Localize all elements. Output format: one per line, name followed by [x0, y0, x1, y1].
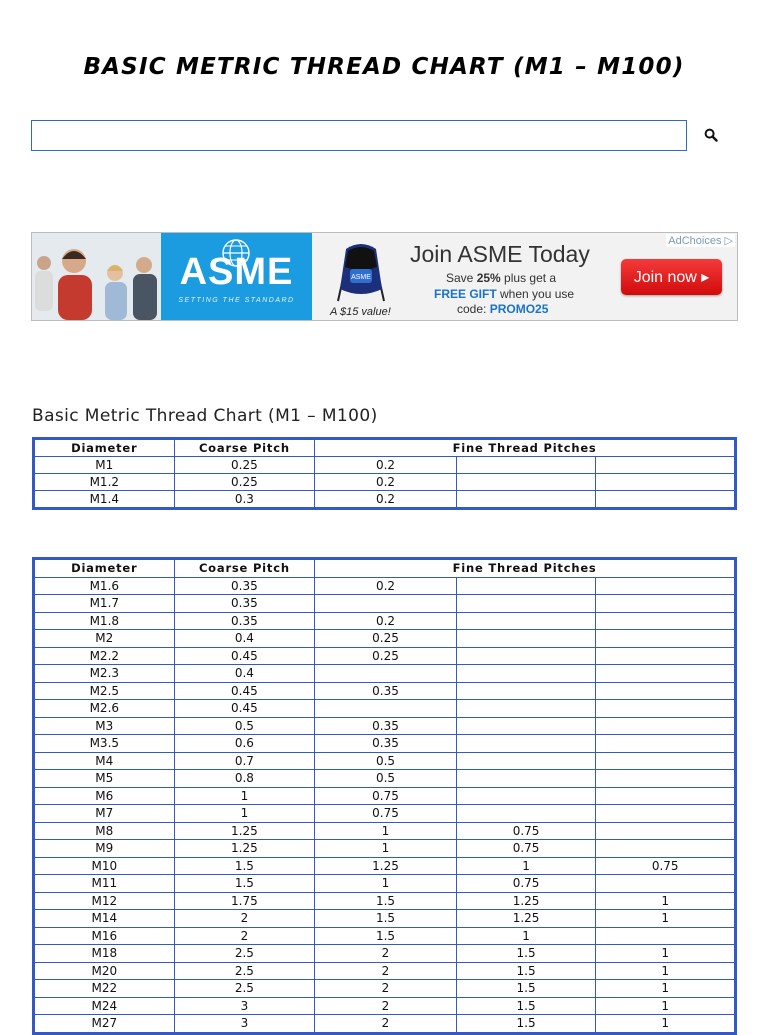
ad-offer-line-2: [434, 287, 574, 301]
cell-fine-pitch-1: 0.35: [315, 682, 457, 700]
ad-banner[interactable]: [31, 232, 738, 321]
cell-diameter: M1: [34, 457, 175, 474]
cell-coarse-pitch: 0.45: [174, 647, 315, 665]
cell-diameter: M1.6: [34, 577, 175, 595]
cell-fine-pitch-3: 1: [596, 1015, 736, 1034]
cell-coarse-pitch: 2: [174, 927, 315, 945]
cell-diameter: M1.2: [34, 474, 175, 491]
cell-fine-pitch-1: 2: [315, 962, 457, 980]
cell-coarse-pitch: 2.5: [174, 962, 315, 980]
cell-fine-pitch-1: [315, 595, 457, 613]
table-row: [34, 474, 736, 491]
cell-coarse-pitch: 1.25: [174, 840, 315, 858]
cell-fine-pitch-2: [456, 595, 596, 613]
cell-diameter: M14: [34, 910, 175, 928]
cell-fine-pitch-2: 0.75: [456, 822, 596, 840]
cell-fine-pitch-2: 1.25: [456, 910, 596, 928]
cell-fine-pitch-1: 0.2: [315, 457, 457, 474]
cell-fine-pitch-3: [596, 474, 736, 491]
table-body: [34, 577, 736, 1033]
ad-brand: ASME: [179, 251, 294, 293]
asme-logo: [161, 233, 312, 320]
adchoices-link[interactable]: AdChoices ▷: [668, 235, 733, 247]
cell-fine-pitch-1: 0.25: [315, 647, 457, 665]
cell-fine-pitch-3: [596, 457, 736, 474]
cell-diameter: M9: [34, 840, 175, 858]
cell-diameter: M11: [34, 875, 175, 893]
cell-fine-pitch-2: [456, 805, 596, 823]
cell-fine-pitch-1: 0.2: [315, 491, 457, 509]
cell-diameter: M2: [34, 630, 175, 648]
table-row: [34, 491, 736, 509]
cell-fine-pitch-1: 1.5: [315, 927, 457, 945]
cell-fine-pitch-3: [596, 717, 736, 735]
cell-fine-pitch-3: [596, 491, 736, 509]
table-row: [34, 945, 736, 963]
cell-fine-pitch-3: [596, 805, 736, 823]
ad-offer-line-3: [457, 302, 548, 316]
cell-coarse-pitch: 0.25: [174, 457, 315, 474]
cell-fine-pitch-3: 0.75: [596, 857, 736, 875]
cell-coarse-pitch: 0.45: [174, 700, 315, 718]
cell-coarse-pitch: 0.3: [174, 491, 315, 509]
ad-offer-suffix: plus get a: [500, 271, 557, 285]
table-row: [34, 457, 736, 474]
table-row: [34, 962, 736, 980]
cell-fine-pitch-2: [456, 752, 596, 770]
cell-fine-pitch-1: 1: [315, 822, 457, 840]
cell-fine-pitch-3: [596, 822, 736, 840]
cell-fine-pitch-2: 1.5: [456, 962, 596, 980]
cell-diameter: M3: [34, 717, 175, 735]
cell-diameter: M1.7: [34, 595, 175, 613]
section-title: Basic Metric Thread Chart (M1 – M100): [32, 406, 378, 426]
cell-fine-pitch-1: 2: [315, 997, 457, 1015]
cell-fine-pitch-3: [596, 647, 736, 665]
table-row: [34, 770, 736, 788]
cell-fine-pitch-3: [596, 875, 736, 893]
table-row: [34, 612, 736, 630]
cell-fine-pitch-2: 1: [456, 927, 596, 945]
cell-coarse-pitch: 0.8: [174, 770, 315, 788]
cell-coarse-pitch: 0.35: [174, 577, 315, 595]
cell-diameter: M18: [34, 945, 175, 963]
cell-fine-pitch-2: [456, 577, 596, 595]
ad-tagline: SETTING THE STANDARD: [178, 297, 295, 304]
cell-fine-pitch-1: 2: [315, 980, 457, 998]
cell-coarse-pitch: 1.5: [174, 857, 315, 875]
table-row: [34, 647, 736, 665]
cell-fine-pitch-2: [456, 735, 596, 753]
cell-fine-pitch-1: 1.5: [315, 910, 457, 928]
cell-fine-pitch-3: [596, 735, 736, 753]
cell-diameter: M4: [34, 752, 175, 770]
cell-coarse-pitch: 0.35: [174, 612, 315, 630]
table-row: [34, 630, 736, 648]
table-header-row: [34, 559, 736, 578]
table-row: [34, 910, 736, 928]
table-row: [34, 875, 736, 893]
cell-diameter: M5: [34, 770, 175, 788]
page-title: BASIC METRIC THREAD CHART (M1 – M100): [83, 54, 685, 80]
table-row: [34, 892, 736, 910]
table-row: [34, 997, 736, 1015]
cell-fine-pitch-2: 1.5: [456, 1015, 596, 1034]
cell-fine-pitch-3: [596, 700, 736, 718]
cell-fine-pitch-1: 1.25: [315, 857, 457, 875]
cell-coarse-pitch: 1: [174, 787, 315, 805]
cell-fine-pitch-1: 0.25: [315, 630, 457, 648]
cell-diameter: M12: [34, 892, 175, 910]
cell-diameter: M27: [34, 1015, 175, 1034]
table-row: [34, 717, 736, 735]
cell-coarse-pitch: 2.5: [174, 945, 315, 963]
ad-offer-prefix: Save: [446, 271, 477, 285]
table-row: [34, 927, 736, 945]
cell-coarse-pitch: 0.7: [174, 752, 315, 770]
table-row: [34, 665, 736, 683]
cell-fine-pitch-1: 0.2: [315, 577, 457, 595]
thread-table-1: [32, 437, 737, 510]
cell-fine-pitch-2: 1.5: [456, 945, 596, 963]
cell-diameter: M3.5: [34, 735, 175, 753]
cell-diameter: M22: [34, 980, 175, 998]
table-header-row: [34, 439, 736, 457]
search-button[interactable]: [700, 124, 722, 148]
cell-fine-pitch-1: [315, 665, 457, 683]
cell-fine-pitch-1: 1.5: [315, 892, 457, 910]
table-row: [34, 822, 736, 840]
cell-fine-pitch-2: [456, 647, 596, 665]
cell-fine-pitch-3: 1: [596, 910, 736, 928]
cell-coarse-pitch: 3: [174, 997, 315, 1015]
cell-diameter: M2.2: [34, 647, 175, 665]
cell-fine-pitch-2: [456, 787, 596, 805]
cell-fine-pitch-1: [315, 700, 457, 718]
header-fine-pitches: Fine Thread Pitches: [315, 439, 736, 457]
cell-coarse-pitch: 1.25: [174, 822, 315, 840]
cell-fine-pitch-3: 1: [596, 997, 736, 1015]
table-row: [34, 735, 736, 753]
header-diameter: Diameter: [34, 439, 175, 457]
cell-coarse-pitch: 0.45: [174, 682, 315, 700]
table-row: [34, 805, 736, 823]
cell-fine-pitch-2: [456, 770, 596, 788]
cell-coarse-pitch: 2.5: [174, 980, 315, 998]
table-row: [34, 787, 736, 805]
cell-fine-pitch-3: [596, 752, 736, 770]
search-input[interactable]: [31, 120, 687, 151]
cell-fine-pitch-1: 1: [315, 875, 457, 893]
table-row: [34, 595, 736, 613]
header-coarse-pitch: Coarse Pitch: [174, 559, 315, 578]
cell-coarse-pitch: 0.5: [174, 717, 315, 735]
svg-text:ASME: ASME: [351, 274, 371, 281]
cell-fine-pitch-3: [596, 612, 736, 630]
cell-fine-pitch-1: 0.2: [315, 612, 457, 630]
ad-free-gift: FREE GIFT: [434, 287, 497, 301]
cell-fine-pitch-3: 1: [596, 980, 736, 998]
cell-fine-pitch-3: [596, 682, 736, 700]
cell-diameter: M2.6: [34, 700, 175, 718]
cell-fine-pitch-3: [596, 665, 736, 683]
cell-fine-pitch-2: 1.5: [456, 997, 596, 1015]
cell-coarse-pitch: 0.6: [174, 735, 315, 753]
cell-fine-pitch-2: [456, 474, 596, 491]
cell-fine-pitch-2: [456, 491, 596, 509]
cell-fine-pitch-2: 1: [456, 857, 596, 875]
table-row: [34, 682, 736, 700]
header-diameter: Diameter: [34, 559, 175, 578]
cell-fine-pitch-2: [456, 717, 596, 735]
cell-fine-pitch-2: 0.75: [456, 840, 596, 858]
cell-coarse-pitch: 1: [174, 805, 315, 823]
ad-promo-code: PROMO25: [489, 302, 549, 316]
cell-coarse-pitch: 0.4: [174, 665, 315, 683]
ad-gift-suffix: when you use: [496, 287, 575, 301]
cell-fine-pitch-1: 0.2: [315, 474, 457, 491]
cell-diameter: M10: [34, 857, 175, 875]
cell-fine-pitch-2: 0.75: [456, 875, 596, 893]
cell-coarse-pitch: 3: [174, 1015, 315, 1034]
cell-coarse-pitch: 1.75: [174, 892, 315, 910]
cell-diameter: M1.8: [34, 612, 175, 630]
cell-fine-pitch-3: [596, 595, 736, 613]
cell-fine-pitch-1: 0.35: [315, 735, 457, 753]
cell-fine-pitch-3: [596, 787, 736, 805]
cell-diameter: M8: [34, 822, 175, 840]
cell-fine-pitch-2: [456, 612, 596, 630]
ad-offer-percent: 25%: [476, 271, 501, 285]
cell-fine-pitch-1: 1: [315, 840, 457, 858]
ad-offer-line-1: [446, 271, 556, 285]
thread-table-2: [32, 557, 737, 1035]
table-row: [34, 577, 736, 595]
ad-code-prefix: code:: [457, 302, 490, 316]
cell-fine-pitch-2: [456, 457, 596, 474]
search-icon: [704, 128, 718, 142]
cell-fine-pitch-3: 1: [596, 962, 736, 980]
table-row: [34, 700, 736, 718]
table-body: [34, 457, 736, 509]
cell-diameter: M20: [34, 962, 175, 980]
table-row: [34, 857, 736, 875]
cell-coarse-pitch: 2: [174, 910, 315, 928]
cell-fine-pitch-2: [456, 630, 596, 648]
cell-coarse-pitch: 0.25: [174, 474, 315, 491]
cell-diameter: M2.5: [34, 682, 175, 700]
cell-fine-pitch-2: 1.25: [456, 892, 596, 910]
cell-diameter: M16: [34, 927, 175, 945]
table-row: [34, 752, 736, 770]
cell-diameter: M7: [34, 805, 175, 823]
table-row: [34, 840, 736, 858]
cell-fine-pitch-2: [456, 665, 596, 683]
cell-fine-pitch-3: [596, 630, 736, 648]
cell-fine-pitch-3: [596, 840, 736, 858]
header-fine-pitches: Fine Thread Pitches: [315, 559, 736, 578]
ad-people-photo: [32, 233, 161, 320]
cell-coarse-pitch: 0.4: [174, 630, 315, 648]
cell-diameter: M1.4: [34, 491, 175, 509]
cell-diameter: M6: [34, 787, 175, 805]
ad-bag-caption: A $15 value!: [330, 306, 391, 318]
join-now-button[interactable]: Join now ▸: [621, 259, 722, 295]
cell-coarse-pitch: 1.5: [174, 875, 315, 893]
cell-fine-pitch-2: [456, 682, 596, 700]
cell-fine-pitch-1: 2: [315, 1015, 457, 1034]
cell-fine-pitch-3: 1: [596, 945, 736, 963]
cell-fine-pitch-1: 2: [315, 945, 457, 963]
cell-fine-pitch-3: 1: [596, 892, 736, 910]
cell-fine-pitch-1: 0.5: [315, 770, 457, 788]
cell-fine-pitch-3: [596, 577, 736, 595]
cell-fine-pitch-1: 0.75: [315, 805, 457, 823]
cell-fine-pitch-1: 0.5: [315, 752, 457, 770]
cell-diameter: M24: [34, 997, 175, 1015]
table-row: [34, 980, 736, 998]
cell-coarse-pitch: 0.35: [174, 595, 315, 613]
cell-fine-pitch-3: [596, 770, 736, 788]
cell-fine-pitch-1: 0.35: [315, 717, 457, 735]
cell-fine-pitch-2: [456, 700, 596, 718]
cell-fine-pitch-1: 0.75: [315, 787, 457, 805]
cell-fine-pitch-3: [596, 927, 736, 945]
cell-fine-pitch-2: 1.5: [456, 980, 596, 998]
cell-diameter: M2.3: [34, 665, 175, 683]
ad-headline: Join ASME Today: [410, 241, 590, 267]
header-coarse-pitch: Coarse Pitch: [174, 439, 315, 457]
drawstring-bag-image: [328, 239, 394, 303]
